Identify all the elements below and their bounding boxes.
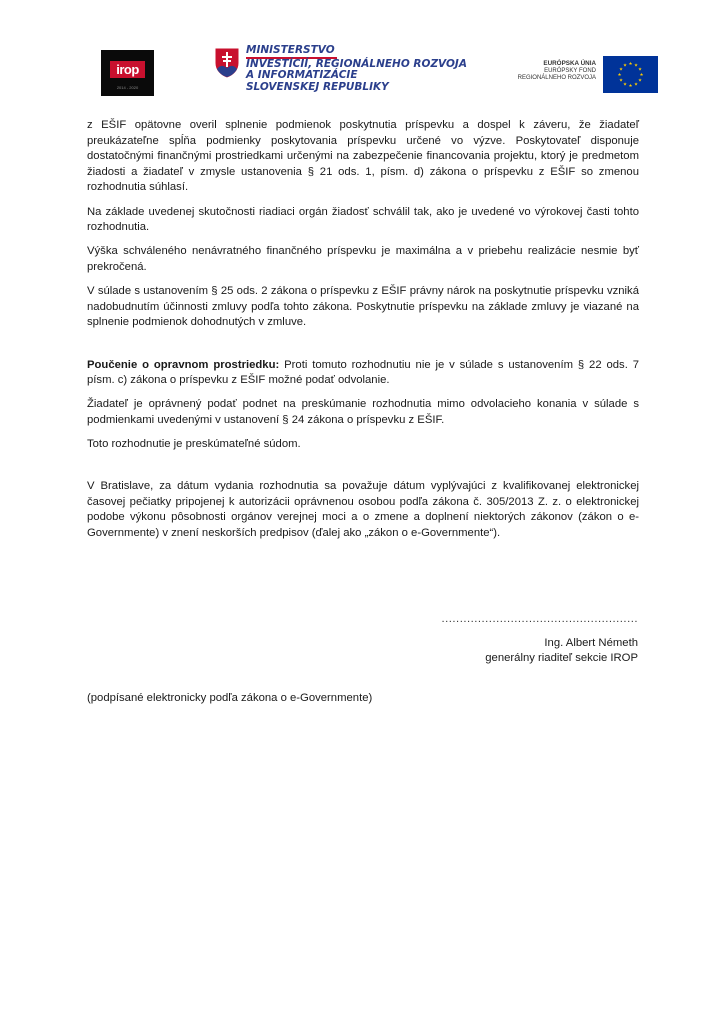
ministry-name [246,45,467,93]
eu-line-1: EURÓPSKA ÚNIA [543,60,596,67]
eu-star-icon: ★ [617,72,622,77]
irop-logo-subtext: 2014 - 2020 [116,85,139,90]
eu-star-icon: ★ [633,62,639,68]
electronic-signature-note: (podpísané elektronicky podľa zákona o e-Governmente) [87,692,373,704]
paragraph-maximum-amount: Výška schváleného nenávratného finančného príspevku je maximálna a v priebehu realizácie nesmie byť prekročená. [87,245,639,273]
eu-star-icon: ★ [638,77,643,83]
signatory-name: Ing. Albert Németh [544,636,638,649]
irop-logo [101,50,154,96]
eu-star-icon: ★ [633,81,639,87]
paragraph-date-place: V Bratislave, za dátum vydania rozhodnutia sa považuje dátum vyplývajúci z kvalifikovanej elektronickej časovej pečiatky pripojenej k autorizácii oprávnenou osobou podľa zákona č. 305/2013 Z. z. o elektronickej podobe výkonu pôsobnosti orgánov verejnej moci a o zmene a doplnení niektorých zákonov (zákon o e-Governmente) v znení neskorších predpisov (ďalej ako „zákon o e-Governmente“). [87,480,639,540]
ministry-logo [214,44,467,100]
eu-star-icon: ★ [618,77,623,83]
eu-flag-icon [603,56,658,93]
eu-star-icon: ★ [639,72,644,77]
ministry-line-3: A INFORMATIZÁCIE [246,69,358,81]
eu-star-icon: ★ [622,62,628,68]
eu-fund-logo [517,54,658,94]
remedy-heading: Poučenie o opravnom prostriedku: [87,358,280,371]
paragraph-approval: Na základe uvedenej skutočnosti riadiaci orgán žiadosť schválil tak, ako je uvedené vo výrokovej časti tohto rozhodnutia. [87,205,639,234]
paragraph-approval-reason: z EŠIF opätovne overil splnenie podmienok poskytnutia príspevku a dospel k záveru, že žiadateľ preukázateľne spĺňa podmienky poskytovania príspevku určené vo výzve. Poskytovateľ disponuje dostatočnými finančnými prostriedkami určenými na zabezpečenie financovania projektu, ktorý je predmetom žiadosti a žiadateľ v zmysle ustanovenia § 21 ods. 1, písm. d) zákona o príspevku z EŠIF so zmenou rozhodnutia súhlasí. [87,119,639,194]
eu-star-icon: ★ [618,66,623,72]
eu-star-icon: ★ [622,81,628,87]
paragraph-remedy-instruction [87,358,639,389]
document-header [0,0,724,110]
remedy-text: Proti tomuto rozhodnutiu nie je v súlade s ustanovením § 22 ods. 7 písm. c) zákona o príspevku z EŠIF možné podať odvolanie. [87,358,639,387]
ministry-line-1: MINISTERSTVO [246,45,337,59]
irop-logo-text: irop [110,61,145,78]
eu-star-icon: ★ [628,61,633,66]
eu-star-icon: ★ [628,83,633,88]
document-body [87,118,639,550]
paragraph-review-motion: Žiadateľ je oprávnený podať podnet na preskúmanie rozhodnutia mimo odvolacieho konania v súlade s podmienkami uvedenými v ustanovení § 24 zákona o príspevku z EŠIF. [87,398,639,426]
signatory-title: generálny riaditeľ sekcie IROP [485,652,638,665]
eu-line-2: EURÓPSKY FOND [544,67,596,74]
eu-fund-text [518,60,596,83]
ministry-line-2: INVESTÍCIÍ, REGIONÁLNEHO ROZVOJA [246,57,467,70]
signature-line: ...................................................... [441,613,638,625]
ministry-line-4: SLOVENSKEJ REPUBLIKY [246,80,389,93]
paragraph-court-review: Toto rozhodnutie je preskúmateľné súdom. [87,438,301,451]
slovak-coat-of-arms-icon [214,47,240,79]
eu-line-3: REGIONÁLNEHO ROZVOJA [517,75,596,81]
paragraph-legal-claim: V súlade s ustanovením § 25 ods. 2 zákona o príspevku z EŠIF právny nárok na poskytnutie príspevku vzniká nadobudnutím účinnosti zmluvy podľa tohto zákona. Poskytnutie príspevku na základe zmluvy je viazané na splnenie podmienok dohodnutých v zmluve. [87,285,639,329]
signature-block [440,612,638,667]
eu-star-icon: ★ [638,66,643,72]
